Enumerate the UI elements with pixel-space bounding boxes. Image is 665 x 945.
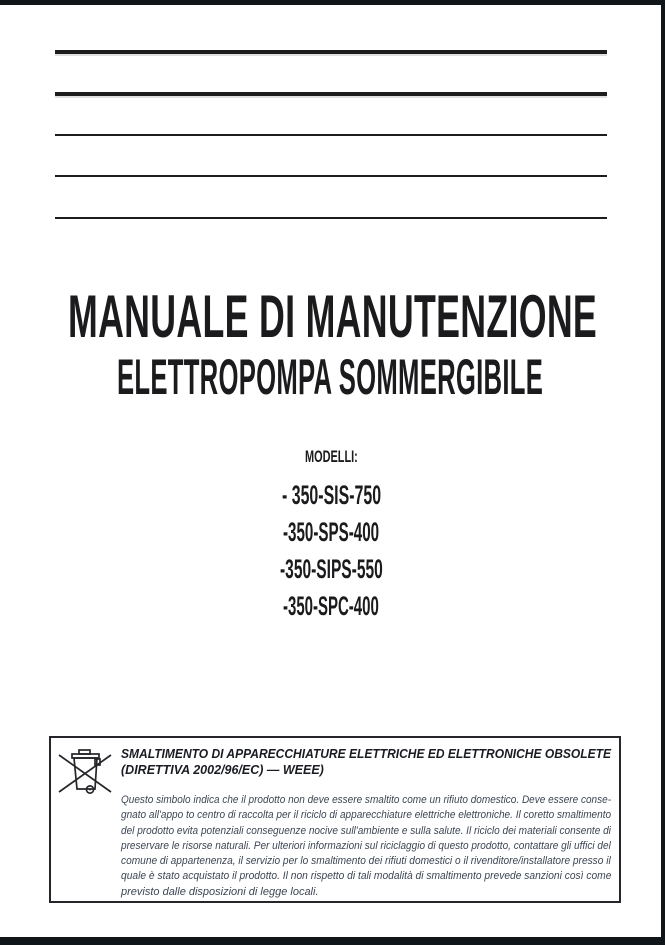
page-subtitle [117,349,544,405]
blank-rule-line [55,134,607,136]
model-item: -350-SPS-400 [283,517,380,547]
weee-crossed-out-bin-icon [57,746,113,796]
weee-body: Questo simbolo indica che il prodotto non deve essere smaltito come un rifiuto domestico. Deve essere conse- gnato all'appo to centro di raccolta per il riciclo di apparecchiature elettriche elettroniche. Il coretto smaltimento del prodotto evita potenziali conseguenze nocive sull'ambiente e sulla salute. Il riciclo dei materiali consente di preservare le risorse naturali. Per ulteriori informazioni sul riciclaggio di questo prodotto, contattare gli uffici del comune di appartenenza, il servizio per lo smaltimento dei rifiuti domestici o il rivenditore/installatore presso il quale è stato acquistato il prodotto. Il non rispetto di tali modalità di smaltimento prevede sanzioni così come previsto dalle disposizioni di legge locali. [121,794,612,898]
weee-notice-box [49,736,621,903]
page-title-text: MANUALE DI MANUTENZIONE [68,283,598,350]
model-item: - 350-SIS-750 [282,480,382,510]
blank-rule-line [55,175,607,177]
weee-heading: SMALTIMENTO DI APPARECCHIATURE ELETTRICHE ED ELETTRONICHE OBSOLETE (DIRETTIVA 2002/96/EC) — WEEE) [121,747,612,777]
models-label: MODELLI: [305,448,358,466]
page-title [68,283,598,350]
blank-rule-line [55,50,607,54]
blank-rule-line [55,217,607,219]
page-subtitle-text: ELETTROPOMPA SOMMERGIBILE [117,349,544,405]
model-item: -350-SIPS-550 [280,554,383,584]
blank-rule-line [55,92,607,96]
page-border-right [661,0,665,945]
page-border-bottom [0,937,665,945]
weee-notice-text [121,738,611,900]
model-item: -350-SPC-400 [283,591,379,621]
page-border-top [0,0,665,5]
